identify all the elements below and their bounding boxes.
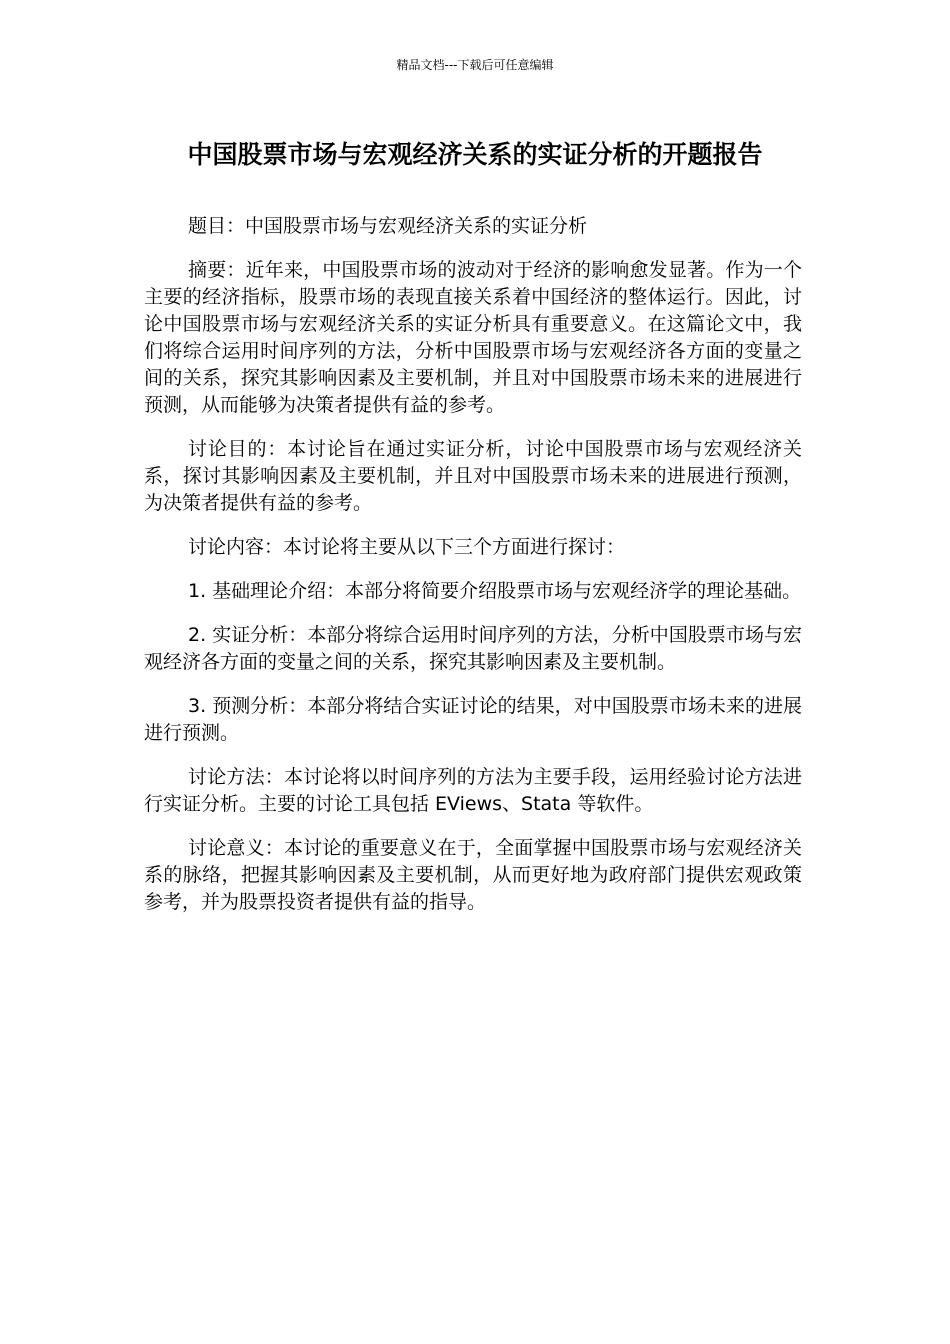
paragraph-significance: 讨论意义：本讨论的重要意义在于，全面掌握中国股票市场与宏观经济关系的脉络，把握其影响因素及主要机制，从而更好地为政府部门提供宏观政策参考，并为股票投资者提供有益的指导。 bbox=[144, 837, 802, 913]
paragraph-item-2: 2. 实证分析：本部分将综合运用时间序列的方法，分析中国股票市场与宏观经济各方面的变量之间的关系，探究其影响因素及主要机制。 bbox=[144, 624, 802, 673]
paragraph-item-1: 1. 基础理论介绍：本部分将简要介绍股票市场与宏观经济学的理论基础。 bbox=[188, 580, 802, 602]
header-note: 精品文档---下载后可任意编辑 bbox=[396, 58, 554, 72]
paragraph-purpose: 讨论目的：本讨论旨在通过实证分析，讨论中国股票市场与宏观经济关系，探讨其影响因素及主要机制，并且对中国股票市场未来的进展进行预测，为决策者提供有益的参考。 bbox=[144, 438, 802, 514]
paragraph-topic: 题目：中国股票市场与宏观经济关系的实证分析 bbox=[188, 215, 588, 237]
paragraph-method: 讨论方法：本讨论将以时间序列的方法为主要手段，运用经验讨论方法进行实证分析。主要的讨论工具包括 EViews、Stata 等软件。 bbox=[144, 766, 802, 815]
paragraph-content: 讨论内容：本讨论将主要从以下三个方面进行探讨： bbox=[188, 536, 626, 558]
paragraph-abstract: 摘要：近年来，中国股票市场的波动对于经济的影响愈发显著。作为一个主要的经济指标，股票市场的表现直接关系着中国经济的整体运行。因此，讨论中国股票市场与宏观经济关系的实证分析具有重要意义。在这篇论文中，我们将综合运用时间序列的方法，分析中国股票市场与宏观经济各方面的变量之间的关系，探究其影响因素及主要机制，并且对中国股票市场未来的进展进行预测，从而能够为决策者提供有益的参考。 bbox=[144, 259, 802, 416]
paragraph-item-3: 3. 预测分析：本部分将结合实证讨论的结果，对中国股票市场未来的进展进行预测。 bbox=[144, 695, 802, 744]
document-body bbox=[144, 213, 802, 933]
document-title: 中国股票市场与宏观经济关系的实证分析的开题报告 bbox=[187, 140, 763, 169]
